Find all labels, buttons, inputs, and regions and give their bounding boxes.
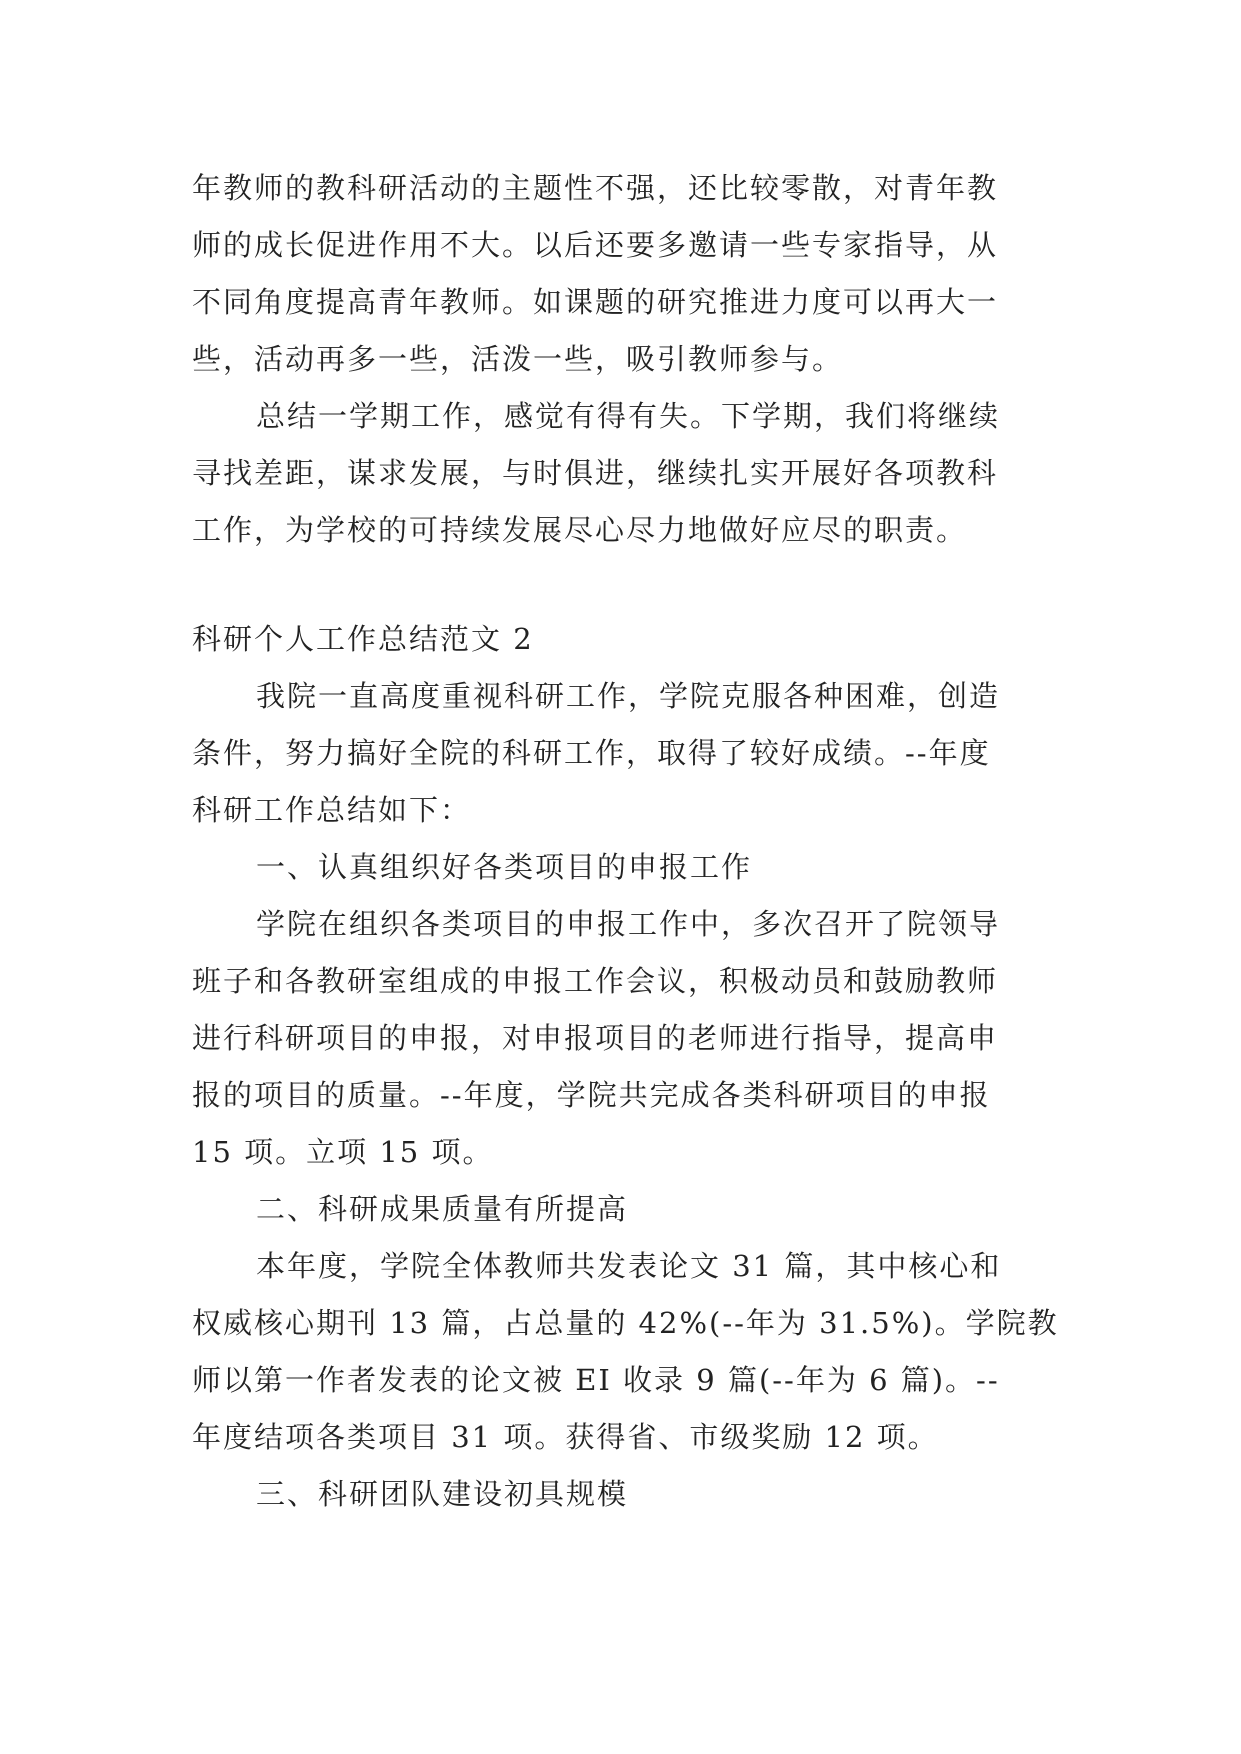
section3-heading: 三、科研团队建设初具规模 [256,1477,629,1511]
summary-paragraph [192,388,1060,559]
text-line: 年教师的教科研活动的主题性不强，还比较零散，对青年教 [192,171,999,205]
opening-paragraph [192,668,1060,839]
text-line: 班子和各教研室组成的申报工作会议，积极动员和鼓励教师 [192,964,999,998]
text-line: 条件，努力搞好全院的科研工作，取得了较好成绩。--年度 [192,736,991,770]
section1-heading: 一、认真组织好各类项目的申报工作 [256,850,753,884]
section-title: 科研个人工作总结范文 2 [192,622,534,656]
text-line: 寻找差距，谋求发展，与时俱进，继续扎实开展好各项教科 [192,456,999,490]
document-body [192,160,1060,1523]
text-line: 些，活动再多一些，活泼一些，吸引教师参与。 [192,342,844,376]
section2-paragraph [192,1238,1060,1466]
text-line: 师以第一作者发表的论文被 EI 收录 9 篇(--年为 6 篇)。-- [192,1363,1000,1397]
text-line: 总结一学期工作，感觉有得有失。下学期，我们将继续 [256,399,1001,433]
text-line: 工作，为学校的可持续发展尽心尽力地做好应尽的职责。 [192,513,968,547]
text-line: 权威核心期刊 13 篇，占总量的 42%(--年为 31.5%)。学院教 [192,1306,1059,1340]
text-line: 师的成长促进作用不大。以后还要多邀请一些专家指导，从 [192,228,999,262]
text-line: 我院一直高度重视科研工作，学院克服各种困难，创造 [256,679,1001,713]
text-line: 年度结项各类项目 31 项。获得省、市级奖励 12 项。 [192,1420,939,1454]
text-line: 科研工作总结如下： [192,793,472,827]
text-line: 本年度，学院全体教师共发表论文 31 篇，其中核心和 [256,1249,1002,1283]
text-line: 不同角度提高青年教师。如课题的研究推进力度可以再大一 [192,285,999,319]
section1-paragraph [192,896,1060,1181]
section2-heading: 二、科研成果质量有所提高 [256,1192,629,1226]
text-line: 学院在组织各类项目的申报工作中，多次召开了院领导 [256,907,1001,941]
text-line: 15 项。立项 15 项。 [192,1135,494,1169]
intro-paragraph [192,160,1060,388]
text-line: 进行科研项目的申报，对申报项目的老师进行指导，提高申 [192,1021,999,1055]
text-line: 报的项目的质量。--年度，学院共完成各类科研项目的申报 [192,1078,991,1112]
